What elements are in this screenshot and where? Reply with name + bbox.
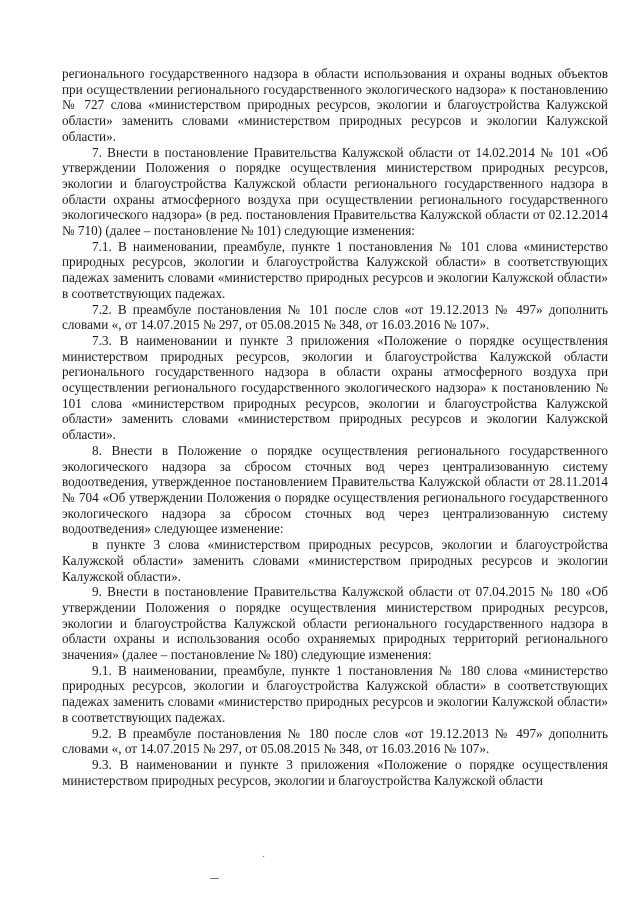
- paragraph-item-9-2: 9.2. В преамбуле постановления № 180 после слов «от 19.12.2013 № 497» дополнить словами «, от 14.07.2015 № 297, от 05.08.2015 № 348, от 16.03.2016 № 107».: [62, 725, 608, 757]
- document-body: [62, 66, 608, 788]
- paragraph-item-9-1: 9.1. В наименовании, преамбуле, пункте 1 постановления № 180 слова «министерство природных ресурсов, экологии и благоустройства Калужской области» в соответствующих падежах заменить словами «министерство природных ресурсов и экологии Калужской области» в соответствующих падежах.: [62, 662, 608, 725]
- paragraph-item-7-1: 7.1. В наименовании, преамбуле, пункте 1 постановления № 101 слова «министерство природных ресурсов, экологии и благоустройства Калужской области» в соответствующих падежах заменить словами «министерство природных ресурсов и экологии Калужской области» в соответствующих падежах.: [62, 238, 608, 301]
- scan-speck: ·: [262, 852, 266, 863]
- scan-dash-mark: [210, 878, 219, 879]
- paragraph-continuation: регионального государственного надзора в области использования и охраны водных объектов при осуществлении регионального государственного экологического надзора» к постановлению № 727 слова «министерством природных ресурсов, экологии и благоустройства Калужской области» заменить словами «министерством природных ресурсов и экологии Калужской области».: [62, 66, 608, 144]
- paragraph-item-7-3: 7.3. В наименовании и пункте 3 приложения «Положение о порядке осуществления министерством природных ресурсов, экологии и благоустройства Калужской области регионального государственного надзора в области охраны атмосферного воздуха при осуществлении регионального государственного экологического надзора» к постановлению № 101 слова «министерством природных ресурсов, экологии и благоустройства Калужской области» заменить словами «министерством природных ресурсов и экологии Калужской области».: [62, 332, 608, 443]
- paragraph-item-7: 7. Внести в постановление Правительства Калужской области от 14.02.2014 № 101 «Об утверждении Положения о порядке осуществления министерством природных ресурсов, экологии и благоустройства Калужской области регионального государственного надзора в области охраны атмосферного воздуха при осуществлении регионального государственного экологического надзора» (в ред. постановления Правительства Калужской области от 02.12.2014 № 710) (далее – постановление № 101) следующие изменения:: [62, 144, 608, 239]
- paragraph-item-9-3: 9.3. В наименовании и пункте 3 приложения «Положение о порядке осуществления министерством природных ресурсов, экологии и благоустройства Калужской области: [62, 756, 608, 788]
- paragraph-item-9: 9. Внести в постановление Правительства Калужской области от 07.04.2015 № 180 «Об утверждении Положения о порядке осуществления министерством природных ресурсов, экологии и благоустройства Калужской области регионального государственного надзора в области охраны и использования особо охраняемых природных территорий регионального значения» (далее – постановление № 180) следующие изменения:: [62, 584, 608, 663]
- paragraph-item-8-change: в пункте 3 слова «министерством природных ресурсов, экологии и благоустройства Калужской области» заменить словами «министерством природных ресурсов и экологии Калужской области».: [62, 537, 608, 584]
- paragraph-item-8: 8. Внести в Положение о порядке осуществления регионального государственного экологического надзора за сбросом сточных вод через централизованную систему водоотведения, утвержденное постановлением Правительства Калужской области от 28.11.2014 № 704 «Об утверждении Положения о порядке осуществления регионального государственного экологического надзора за сбросом сточных вод через централизованную систему водоотведения» следующее изменение:: [62, 442, 608, 537]
- paragraph-item-7-2: 7.2. В преамбуле постановления № 101 после слов «от 19.12.2013 № 497» дополнить словами «, от 14.07.2015 № 297, от 05.08.2015 № 348, от 16.03.2016 № 107».: [62, 301, 608, 333]
